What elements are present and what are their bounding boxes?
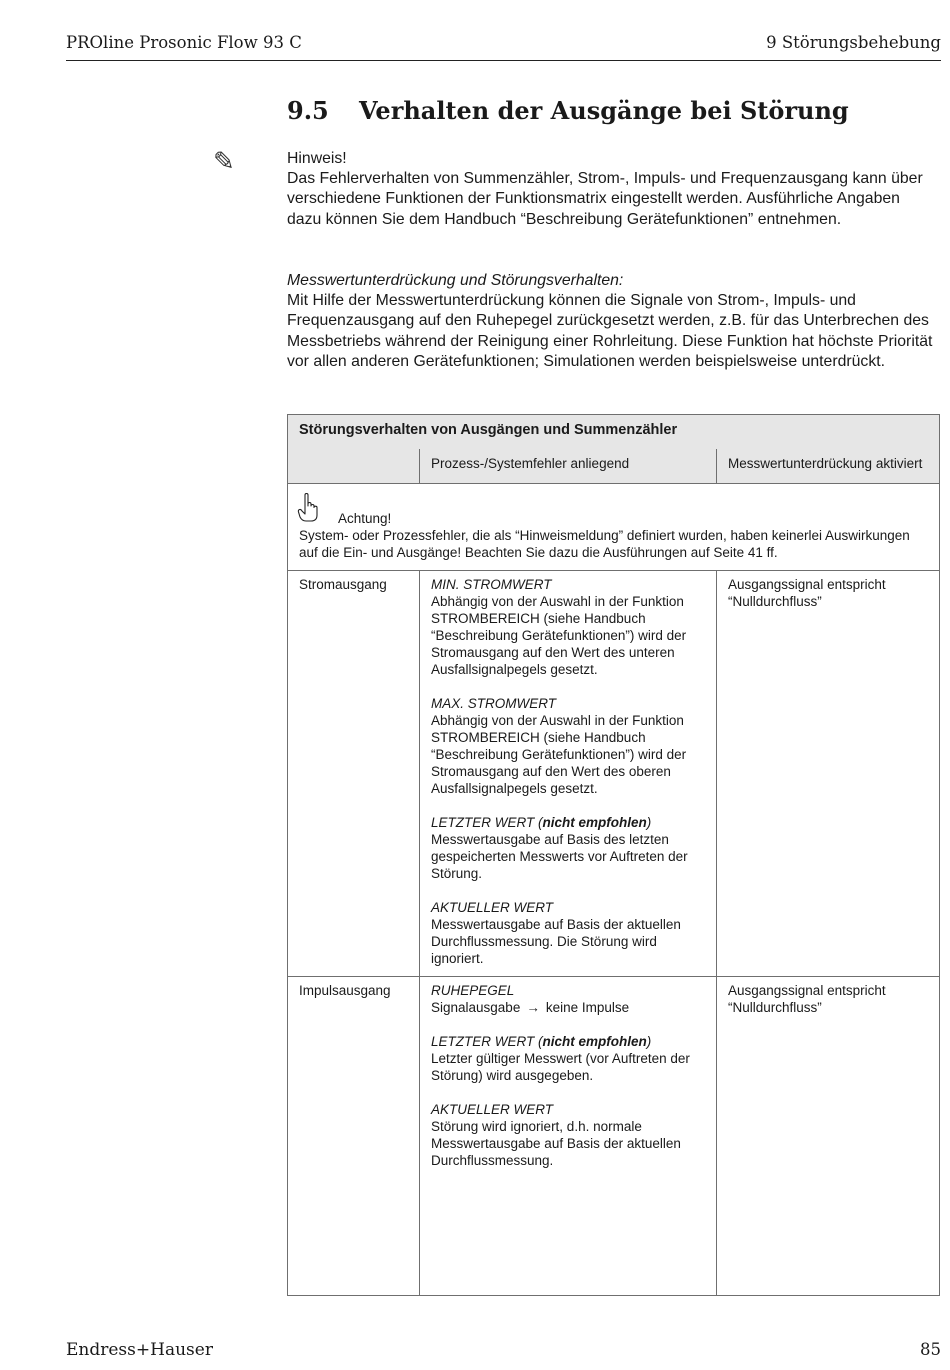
- option-min-text: Abhängig von der Auswahl in der Funktion STROMBEREICH (siehe Handbuch “Beschreibung Gerätefunktionen”) wird der Stromausgang auf den Wert des unteren Ausfallsignalpegels gesetzt.: [431, 594, 687, 677]
- section-title: Verhalten der Ausgänge bei Störung: [359, 96, 849, 125]
- footer-brand: Endress+Hauser: [66, 1340, 213, 1360]
- option-last-text: Letzter gültiger Messwert (vor Auftreten der Störung) wird ausgegeben.: [431, 1051, 690, 1083]
- option-last-text: Messwertausgabe auf Basis des letzten gespeicherten Messwerts vor Auftreten der Störung.: [431, 832, 688, 881]
- pointing-hand-icon: [297, 493, 319, 523]
- row-label-current: Stromausgang: [299, 577, 387, 592]
- suppression-result-line1: Ausgangssignal entspricht: [728, 983, 886, 998]
- suppression-text: Mit Hilfe der Messwertunterdrückung können die Signale von Strom-, Impuls- und Frequenzausgang auf den Ruhepegel zurückgesetzt werden, z.B. für das Unterbrechen des Messbetriebs während der Reinigung einer Rohrleitung. Diese Funktion hat höchste Priorität vor allen anderen Gerätefunktionen; Simulationen werden beispielsweise unterdrückt.: [287, 292, 933, 370]
- option-max-title: MAX. STROMWERT: [431, 696, 557, 711]
- note-text: Das Fehlerverhalten von Summenzähler, Strom-, Impuls- und Frequenzausgang kann über verschiedene Funktionen der Funktionsmatrix eingestellt werden. Ausführliche Angaben dazu können Sie dem Handbuch “Beschreibung Gerätefunktionen” entnehmen.: [287, 170, 923, 228]
- option-actual-text: Messwertausgabe auf Basis der aktuellen Durchflussmessung. Die Störung wird ignoriert.: [431, 917, 681, 966]
- table-row-current-output: [288, 570, 939, 977]
- header-rule: [66, 60, 941, 61]
- section-number: 9.5: [287, 96, 329, 125]
- suppression-heading: Messwertunterdrückung und Störungsverhalten:: [287, 272, 624, 289]
- not-recommended-label: nicht empfohlen: [542, 815, 647, 830]
- option-actual-text: Störung wird ignoriert, d.h. normale Messwertausgabe auf Basis der aktuellen Durchflussmessung.: [431, 1119, 681, 1168]
- suppression-block: [287, 271, 937, 372]
- option-last-title: LETZTER WERT (nicht empfohlen): [431, 815, 652, 830]
- pulse-process-cell: [419, 976, 716, 1295]
- note-label: Hinweis!: [287, 150, 347, 167]
- column-header-process: Prozess-/Systemfehler anliegend: [419, 449, 716, 483]
- option-max-text: Abhängig von der Auswahl in der Funktion STROMBEREICH (siehe Handbuch “Beschreibung Gerätefunktionen”) wird der Stromausgang auf den Wert des oberen Ausfallsignalpegels gesetzt.: [431, 713, 687, 796]
- option-rest-text: Signalausgabe → keine Impulse: [431, 1000, 630, 1015]
- not-recommended-label: nicht empfohlen: [542, 1034, 647, 1049]
- pulse-suppression-cell: [716, 976, 939, 1295]
- running-header-title: PROline Prosonic Flow 93 C: [66, 33, 302, 52]
- table-title: Störungsverhalten von Ausgängen und Summenzähler: [288, 415, 939, 449]
- fault-behaviour-table: [287, 414, 940, 1296]
- right-arrow-icon: →: [526, 1000, 540, 1015]
- option-min-title: MIN. STROMWERT: [431, 577, 552, 592]
- caution-title: Achtung!: [338, 511, 392, 526]
- caution-row: [288, 483, 939, 571]
- option-actual-title: AKTUELLER WERT: [431, 900, 554, 915]
- current-process-cell: [419, 570, 716, 976]
- option-actual-title: AKTUELLER WERT: [431, 1102, 554, 1117]
- column-header-empty: [288, 449, 419, 483]
- table-column-header: [288, 449, 939, 484]
- column-header-suppression: Messwertunterdrückung aktiviert: [716, 449, 939, 483]
- current-suppression-cell: [716, 570, 939, 976]
- running-header-chapter: 9 Störungsbehebung: [766, 33, 941, 52]
- option-rest-title: RUHEPEGEL: [431, 983, 515, 998]
- option-last-title: LETZTER WERT (nicht empfohlen): [431, 1034, 652, 1049]
- row-label-pulse: Impulsausgang: [299, 983, 391, 998]
- suppression-result-line2: “Nulldurchfluss”: [728, 1000, 822, 1015]
- page-number: 85: [920, 1340, 941, 1359]
- pencil-icon: ✎: [213, 146, 235, 176]
- suppression-result-line1: Ausgangssignal entspricht: [728, 577, 886, 592]
- suppression-result-line2: “Nulldurchfluss”: [728, 594, 822, 609]
- note-block: [287, 149, 937, 230]
- section-heading: [287, 96, 849, 125]
- table-row-pulse-output: [288, 976, 939, 1295]
- caution-text: System- oder Prozessfehler, die als “Hinweismeldung” definiert wurden, haben keinerlei Auswirkungen auf die Ein- und Ausgänge! Beachten Sie dazu die Ausführungen auf Seite 41 ff.: [299, 528, 910, 560]
